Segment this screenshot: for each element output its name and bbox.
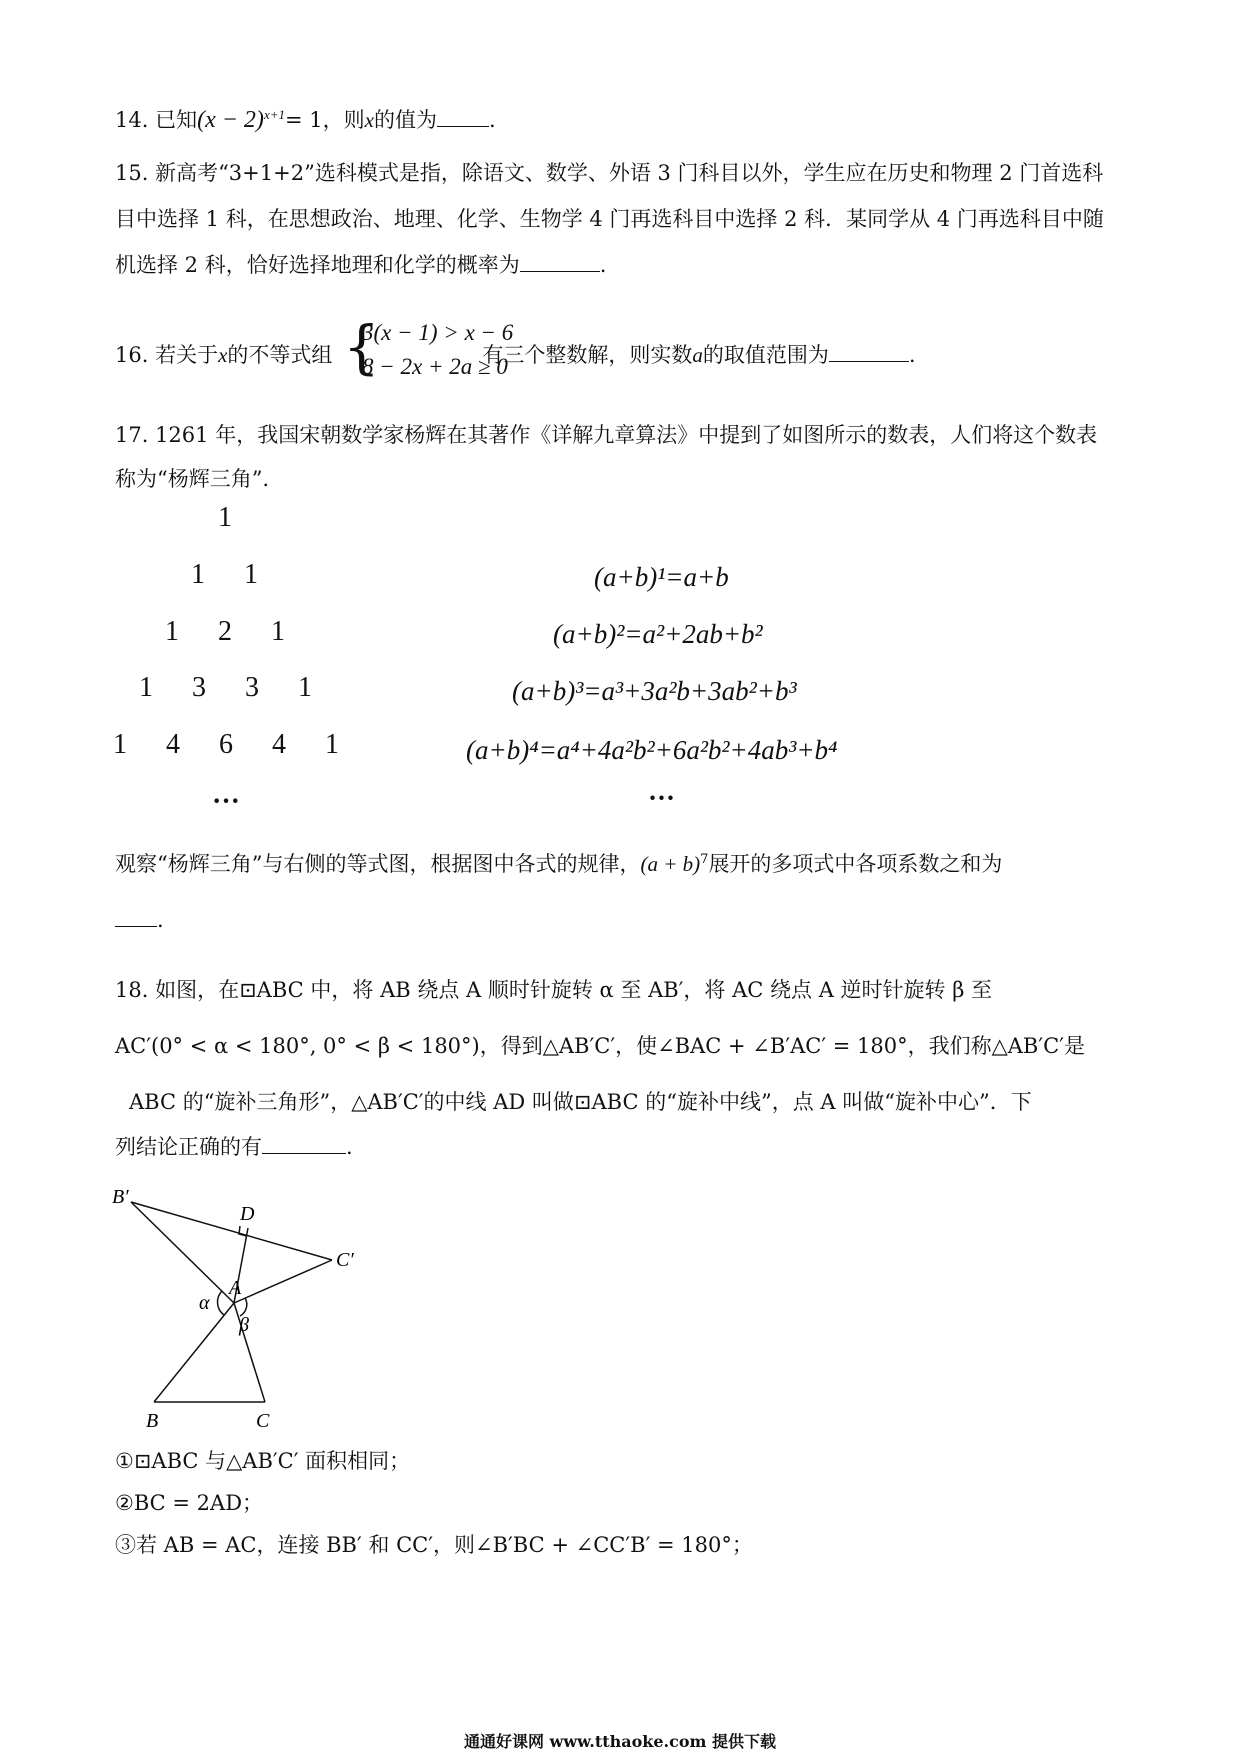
- binomial-eq-1: (a+b)¹=a+b: [594, 562, 729, 592]
- q17-answer-blank[interactable]: [115, 906, 157, 927]
- q18-options: [115, 1440, 1135, 1566]
- option-2: ②BC = 2AD；: [115, 1491, 264, 1515]
- q15-line-3-text: 机选择 2 科，恰好选择地理和化学的概率为: [115, 253, 520, 277]
- q14-exponent: x+1: [263, 107, 285, 122]
- q17-answer-line: [115, 905, 1135, 935]
- q14-text-2: = 1，则: [284, 108, 365, 132]
- question-18: [115, 962, 1135, 1130]
- segment-a-c-prime: [234, 1260, 332, 1303]
- q17-observe-text: 观察“杨辉三角”与右侧的等式图，根据图中各式的规律，: [115, 852, 641, 876]
- q15-line-3: [115, 242, 1135, 288]
- q14-number: 14.: [115, 108, 149, 132]
- option-1: ①⊡ABC 与△AB′C′ 面积相同；: [115, 1449, 411, 1473]
- q14-text-3: 的值为: [373, 108, 437, 132]
- rotation-figure: [100, 1170, 390, 1430]
- q16-inequality-1: 3(x − 1) > x − 6: [362, 320, 514, 345]
- triangle-value: 4: [166, 729, 180, 760]
- q17-line-1: 17. 1261 年，我国宋朝数学家杨辉在其著作《详解九章算法》中提到了如图所示的数表，人们将这个数表: [115, 423, 1098, 447]
- q15-answer-blank[interactable]: [520, 251, 600, 272]
- q16-text-2: 的不等式组: [227, 343, 333, 367]
- q16-answer-blank[interactable]: [829, 341, 909, 362]
- q14-expression: (x − 2): [197, 107, 264, 133]
- q14-text: 已知: [155, 108, 198, 132]
- label-b: B: [146, 1410, 159, 1430]
- binomial-eq-3: (a+b)³=a³+3a²b+3ab²+b³: [512, 676, 797, 706]
- q14-answer-blank[interactable]: [437, 106, 489, 127]
- label-c: C: [256, 1410, 270, 1430]
- q18-line-2: AC′(0° < α < 180°, 0° < β < 180°)，得到△AB′C′，使∠BAC + ∠B′AC′ = 180°，我们称△AB′C′是: [115, 1034, 1085, 1058]
- q17-observe-text-2: 展开的多项式中各项系数之和为: [708, 852, 1003, 876]
- binomial-eq-4: (a+b)⁴=a⁴+4a²b²+6a²b²+4ab³+b⁴: [466, 735, 838, 765]
- triangle-value: 4: [272, 729, 286, 760]
- q16-variable: x: [218, 343, 228, 367]
- label-beta: β: [239, 1314, 249, 1336]
- q16-text: 若关于: [155, 343, 219, 367]
- binomial-eq-2: (a+b)²=a²+2ab+b²: [553, 619, 763, 649]
- binomial-ellipsis: ···: [648, 783, 676, 813]
- triangle-value: 2: [218, 616, 232, 647]
- q16-period: .: [908, 343, 916, 367]
- q16-inequality-2: 8 − 2x + 2a ≥ 0: [362, 354, 508, 379]
- segment-a-b: [154, 1303, 234, 1402]
- option-3: ③若 AB = AC，连接 BB′ 和 CC′，则∠B′BC + ∠CC′B′ = 180°；: [115, 1533, 753, 1557]
- q18-line-4-text: 列结论正确的有: [115, 1135, 262, 1159]
- q18-line-3: ABC 的“旋补三角形”，△AB′C′的中线 AD 叫做⊡ABC 的“旋补中线”，点 A 叫做“旋补中心”．下: [129, 1090, 1032, 1114]
- triangle-value: 1: [165, 616, 179, 647]
- question-17: [115, 413, 1135, 501]
- triangle-value: 1: [271, 616, 285, 647]
- q18-line-4: [115, 1132, 1135, 1162]
- page-footer: 通通好课网 www.tthaoke.com 提供下载: [463, 1732, 777, 1751]
- triangle-value: 1: [191, 559, 205, 590]
- label-a: A: [229, 1277, 242, 1299]
- question-16: [115, 340, 1135, 370]
- q14-period: .: [488, 108, 496, 132]
- q18-period: .: [346, 1135, 353, 1159]
- q15-line-1: 15. 新高考“3+1+2”选科模式是指，除语文、数学、外语 3 门科目以外，学生应在历史和物理 2 门首选科: [115, 161, 1104, 185]
- q17-exponent: 7: [700, 852, 709, 867]
- q14-variable: x: [364, 108, 374, 132]
- q15-line-2: 目中选择 1 科，在思想政治、地理、化学、生物学 4 门再选科目中选择 2 科．某同学从 4 门再选科目中随: [115, 207, 1104, 231]
- label-d: D: [240, 1203, 255, 1225]
- q17-expression: (a + b): [640, 852, 701, 876]
- triangle-value: 1: [244, 559, 258, 590]
- triangle-ellipsis: ···: [212, 786, 241, 817]
- q17-period: .: [157, 908, 164, 932]
- q16-variable-a: a: [692, 343, 703, 367]
- q17-question: [115, 845, 1135, 879]
- triangle-value: 1: [325, 729, 339, 760]
- q16-number: 16.: [115, 343, 149, 367]
- q17-line-2: 称为“杨辉三角”．: [115, 467, 284, 491]
- triangle-value: 3: [192, 672, 206, 703]
- q16-text-3: 有三个整数解，则实数: [482, 343, 693, 367]
- triangle-value: 1: [218, 502, 232, 533]
- q18-answer-blank[interactable]: [262, 1133, 346, 1154]
- triangle-value: 6: [219, 729, 233, 760]
- triangle-value: 1: [113, 729, 127, 760]
- q16-brace: {: [343, 313, 380, 381]
- triangle-value: 1: [298, 672, 312, 703]
- alpha-arc: [217, 1291, 224, 1315]
- label-alpha: α: [199, 1292, 210, 1314]
- q16-text-4: 的取值范围为: [702, 343, 829, 367]
- triangle-value: 1: [139, 672, 153, 703]
- question-14: [115, 100, 1135, 135]
- triangle-value: 3: [245, 672, 259, 703]
- label-c-prime: C′: [336, 1249, 354, 1271]
- label-b-prime: B′: [112, 1186, 129, 1208]
- q15-period: .: [599, 253, 607, 277]
- q18-line-1: 18. 如图，在⊡ABC 中，将 AB 绕点 A 顺时针旋转 α 至 AB′，将 AC 绕点 A 逆时针旋转 β 至: [115, 978, 993, 1002]
- question-15: [115, 150, 1135, 288]
